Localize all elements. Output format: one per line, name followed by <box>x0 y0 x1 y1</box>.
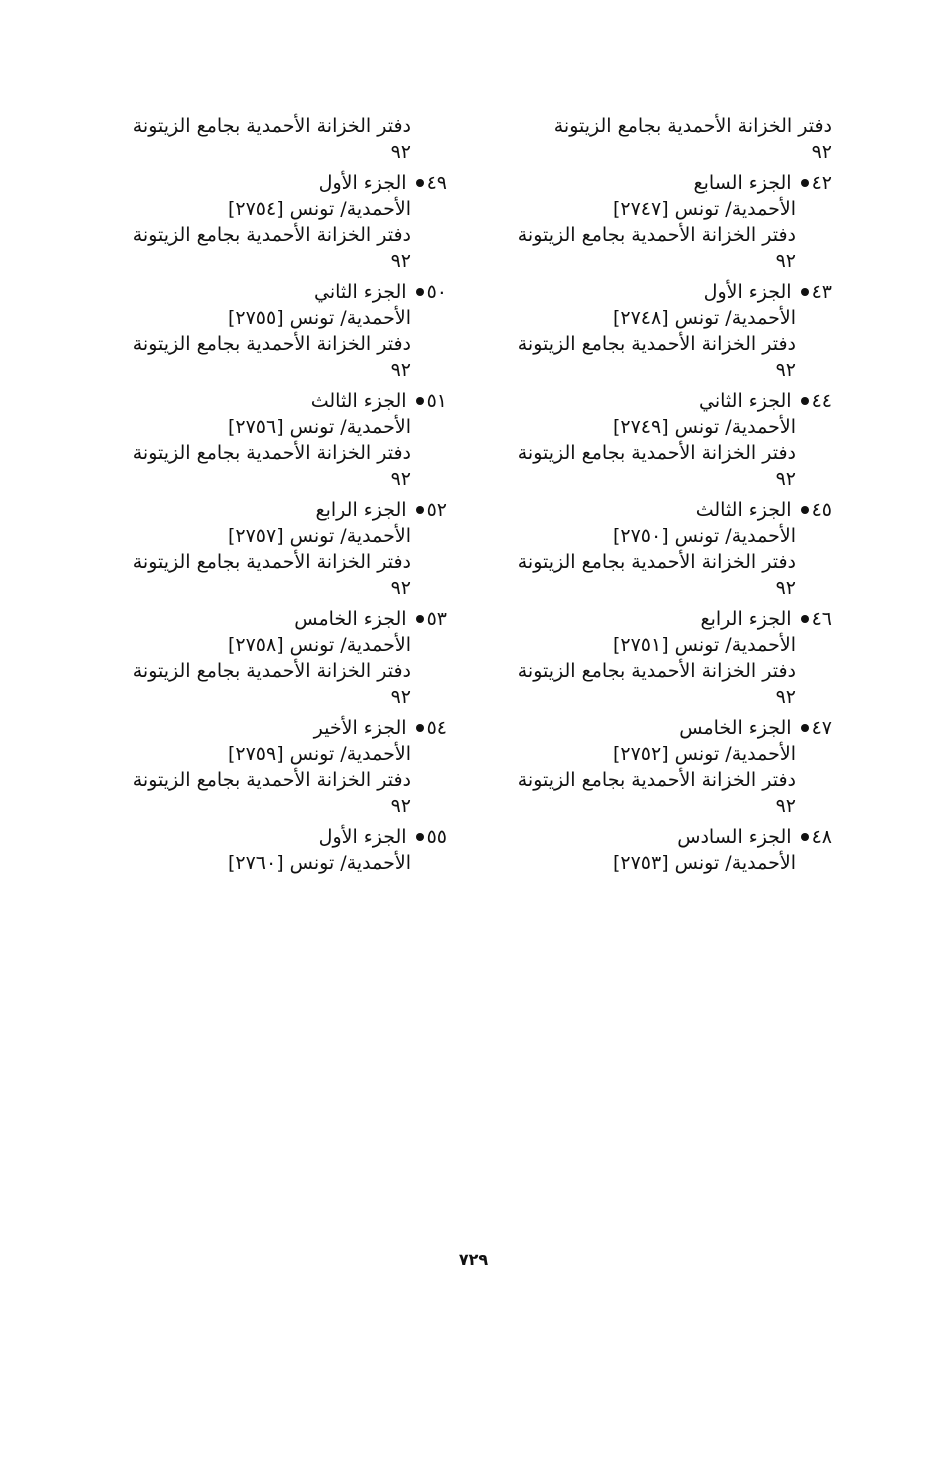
entry-heading <box>452 824 832 850</box>
entry-number: ٥٠ <box>426 281 447 303</box>
entry-heading <box>67 824 447 850</box>
bullet-icon <box>801 179 809 187</box>
entry-number: ٥٣ <box>426 608 447 630</box>
entry-title: الجزء الخامس <box>679 717 792 739</box>
entry-number: ٤٢ <box>811 172 832 194</box>
entry-description: دفتر الخزانة الأحمدية بجامع الزيتونة <box>517 660 796 682</box>
left-column <box>67 113 447 876</box>
entry-description: دفتر الخزانة الأحمدية بجامع الزيتونة <box>132 442 411 464</box>
entry-shelfmark: الأحمدية/ تونس [٢٧٥٠] <box>612 525 796 547</box>
bullet-icon <box>416 615 424 623</box>
bullet-icon <box>801 833 809 841</box>
entry-page-ref: ٩٢ <box>390 686 411 708</box>
entry-description: دفتر الخزانة الأحمدية بجامع الزيتونة <box>517 442 796 464</box>
bullet-icon <box>801 288 809 296</box>
entry-page-ref: ٩٢ <box>390 577 411 599</box>
entry-shelfmark: الأحمدية/ تونس [٢٧٥٦] <box>227 416 411 438</box>
entry-shelfmark: الأحمدية/ تونس [٢٧٥٧] <box>227 525 411 547</box>
entry-page-ref: ٩٢ <box>390 468 411 490</box>
entry-title: الجزء الثالث <box>310 390 407 412</box>
entry-description: دفتر الخزانة الأحمدية بجامع الزيتونة <box>132 333 411 355</box>
entry-page-ref: ٩٢ <box>775 577 796 599</box>
entry-number: ٤٥ <box>811 499 832 521</box>
entry-heading <box>67 715 447 741</box>
entry-description: دفتر الخزانة الأحمدية بجامع الزيتونة <box>517 769 796 791</box>
entry-page-ref: ٩٢ <box>775 250 796 272</box>
entry-number: ٤٤ <box>811 390 832 412</box>
entry-heading <box>452 170 832 196</box>
entry-number: ٥٢ <box>426 499 447 521</box>
entry-heading <box>452 715 832 741</box>
entry-shelfmark: الأحمدية/ تونس [٢٧٥٩] <box>227 743 411 765</box>
entry-number: ٤٩ <box>426 172 447 194</box>
entry-title: الجزء الخامس <box>294 608 407 630</box>
entry-description: دفتر الخزانة الأحمدية بجامع الزيتونة <box>517 224 796 246</box>
entry-title: الجزء الأول <box>318 826 407 848</box>
continuation-description: دفتر الخزانة الأحمدية بجامع الزيتونة <box>553 115 832 137</box>
entry-shelfmark: الأحمدية/ تونس [٢٧٥٢] <box>612 743 796 765</box>
entry-description: دفتر الخزانة الأحمدية بجامع الزيتونة <box>132 551 411 573</box>
bullet-icon <box>801 397 809 405</box>
bullet-icon <box>801 724 809 732</box>
entry-heading <box>67 388 447 414</box>
continuation-description: دفتر الخزانة الأحمدية بجامع الزيتونة <box>132 115 411 137</box>
page-number: ٧٢٩ <box>458 1250 489 1269</box>
entry-title: الجزء الأول <box>703 281 792 303</box>
bullet-icon <box>416 724 424 732</box>
entry-heading <box>67 170 447 196</box>
entry-shelfmark: الأحمدية/ تونس [٢٧٤٩] <box>612 416 796 438</box>
bullet-icon <box>416 833 424 841</box>
entry-shelfmark: الأحمدية/ تونس [٢٧٤٨] <box>612 307 796 329</box>
entry-heading <box>452 279 832 305</box>
entry-title: الجزء الثاني <box>699 390 792 412</box>
entry-title: الجزء الأخير <box>313 717 407 739</box>
entry-heading <box>452 497 832 523</box>
entry-shelfmark: الأحمدية/ تونس [٢٧٥٣] <box>612 852 796 874</box>
entry-title: الجزء الثاني <box>314 281 407 303</box>
continuation-page-ref: ٩٢ <box>811 141 832 163</box>
right-column <box>452 113 832 876</box>
bullet-icon <box>801 506 809 514</box>
entry-number: ٥١ <box>426 390 447 412</box>
bullet-icon <box>416 288 424 296</box>
entry-shelfmark: الأحمدية/ تونس [٢٧٥٥] <box>227 307 411 329</box>
entry-title: الجزء الرابع <box>315 499 407 521</box>
entry-heading <box>452 606 832 632</box>
entry-page-ref: ٩٢ <box>775 795 796 817</box>
bullet-icon <box>416 397 424 405</box>
entry-heading <box>67 606 447 632</box>
entry-number: ٤٧ <box>811 717 832 739</box>
entry-page-ref: ٩٢ <box>390 795 411 817</box>
entry-description: دفتر الخزانة الأحمدية بجامع الزيتونة <box>517 333 796 355</box>
entry-description: دفتر الخزانة الأحمدية بجامع الزيتونة <box>132 660 411 682</box>
entry-number: ٥٥ <box>426 826 447 848</box>
entry-title: الجزء الثالث <box>695 499 792 521</box>
entry-shelfmark: الأحمدية/ تونس [٢٧٥١] <box>612 634 796 656</box>
entry-title: الجزء الأول <box>318 172 407 194</box>
entry-number: ٤٨ <box>811 826 832 848</box>
entry-number: ٤٣ <box>811 281 832 303</box>
entry-heading <box>67 497 447 523</box>
entry-description: دفتر الخزانة الأحمدية بجامع الزيتونة <box>132 224 411 246</box>
entry-number: ٤٦ <box>811 608 832 630</box>
entry-title: الجزء الرابع <box>700 608 792 630</box>
bullet-icon <box>416 179 424 187</box>
continuation-page-ref: ٩٢ <box>390 141 411 163</box>
entry-shelfmark: الأحمدية/ تونس [٢٧٥٤] <box>227 198 411 220</box>
entry-heading <box>67 279 447 305</box>
entry-title: الجزء السابع <box>693 172 792 194</box>
entry-shelfmark: الأحمدية/ تونس [٢٧٤٧] <box>612 198 796 220</box>
entry-page-ref: ٩٢ <box>775 359 796 381</box>
entry-shelfmark: الأحمدية/ تونس [٢٧٥٨] <box>227 634 411 656</box>
entry-shelfmark: الأحمدية/ تونس [٢٧٦٠] <box>227 852 411 874</box>
entry-description: دفتر الخزانة الأحمدية بجامع الزيتونة <box>132 769 411 791</box>
entry-page-ref: ٩٢ <box>775 686 796 708</box>
bullet-icon <box>416 506 424 514</box>
entry-page-ref: ٩٢ <box>390 250 411 272</box>
entry-description: دفتر الخزانة الأحمدية بجامع الزيتونة <box>517 551 796 573</box>
entry-page-ref: ٩٢ <box>390 359 411 381</box>
entry-number: ٥٤ <box>426 717 447 739</box>
bullet-icon <box>801 615 809 623</box>
entry-heading <box>452 388 832 414</box>
entry-page-ref: ٩٢ <box>775 468 796 490</box>
entry-title: الجزء السادس <box>677 826 792 848</box>
